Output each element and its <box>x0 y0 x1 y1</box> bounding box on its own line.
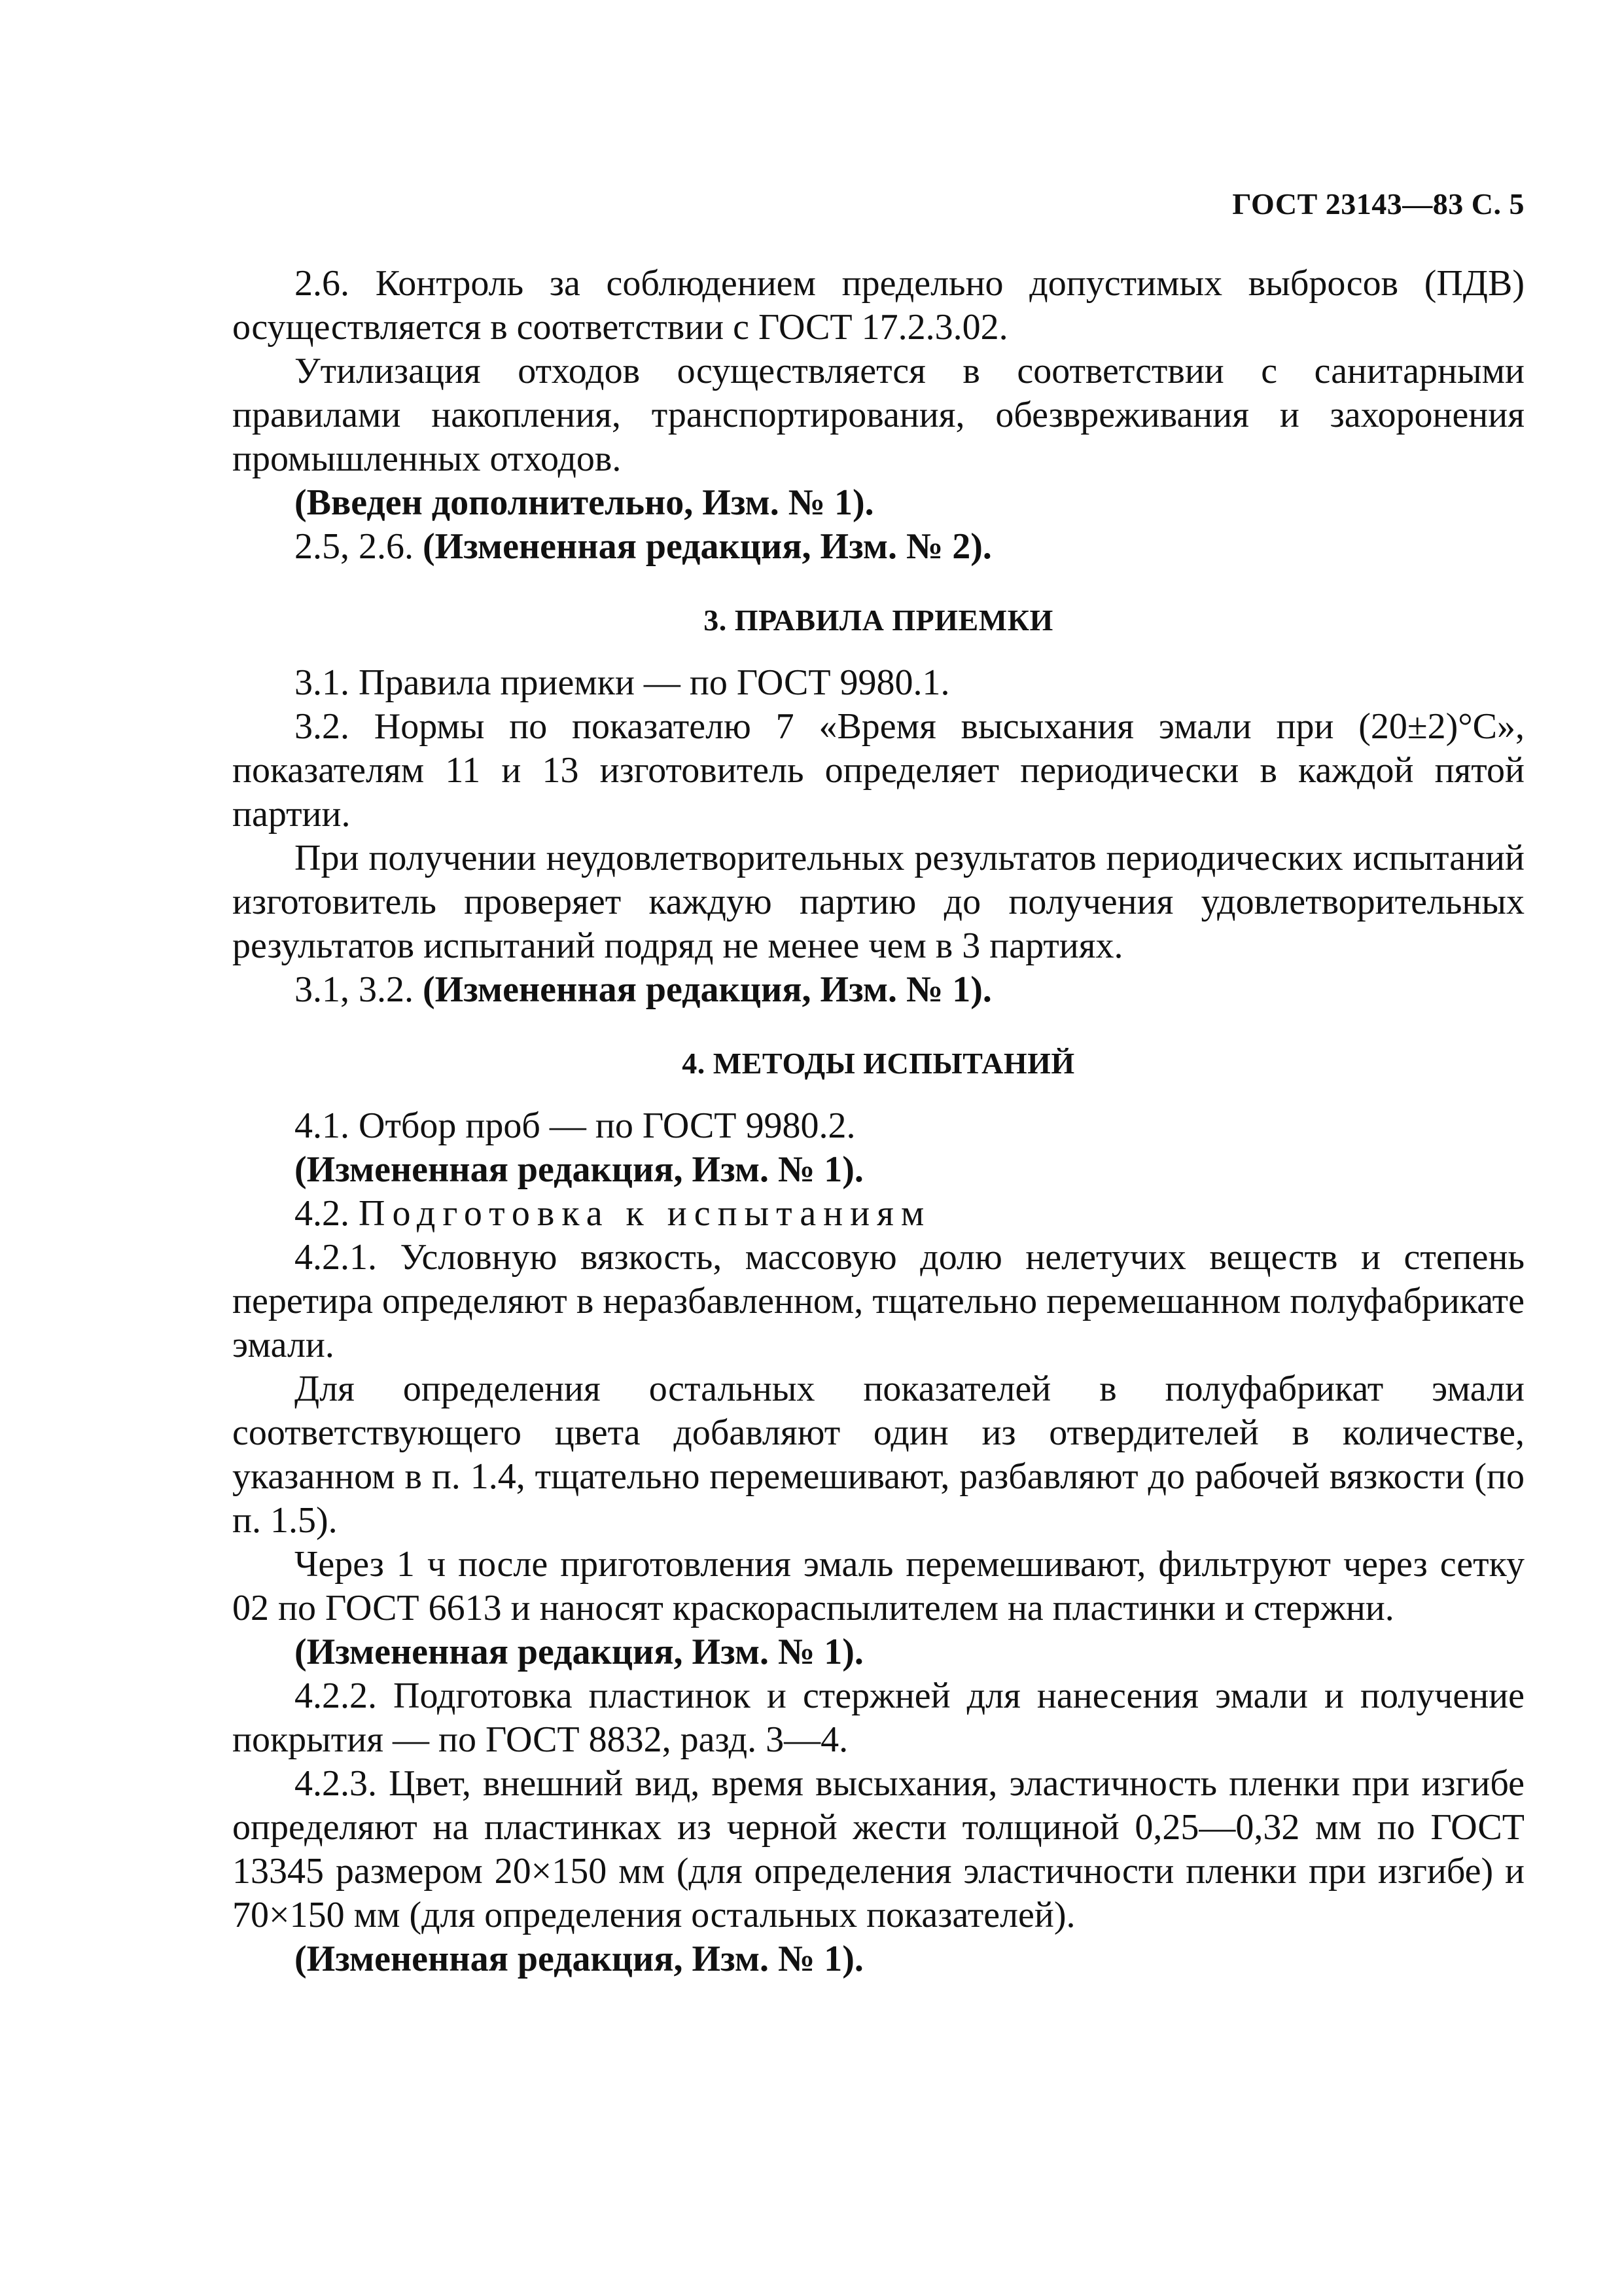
amendment-line <box>232 525 1525 569</box>
paragraph-4-2-title: Подготовка к испытаниям <box>359 1193 932 1234</box>
paragraph-3-1: 3.1. Правила приемки — по ГОСТ 9980.1. <box>294 662 950 703</box>
paragraph-4-2-heading <box>232 1192 1525 1236</box>
amendment-note: (Измененная редакция, Изм. № 2). <box>423 526 992 567</box>
paragraph-4-2-1: 4.2.1. Условную вязкость, массовую долю нелетучих веществ и степень перетира определяют в неразбавленном, тщательно перемешанном полуфабрикате эмали. <box>232 1237 1525 1365</box>
paragraph-4-2-number: 4.2. <box>294 1193 349 1234</box>
paragraph-4-1: 4.1. Отбор проб — по ГОСТ 9980.2. <box>294 1105 856 1146</box>
paragraph-4-2-1-b: Для определения остальных показателей в полуфабрикат эмали соответствующего цвета добавляют один из отвердителей в количестве, указанном в п. 1.4, тщательно перемешивают, разбавляют до рабочей вязкости (по п. 1.5). <box>232 1369 1525 1541</box>
section-4-title: 4. МЕТОДЫ ИСПЫТАНИЙ <box>682 1047 1075 1080</box>
amendment-prefix: 3.1, 3.2. <box>294 969 414 1010</box>
amendment-note: (Измененная редакция, Изм. № 1). <box>294 1149 864 1190</box>
section-3-title: 3. ПРАВИЛА ПРИЕМКИ <box>703 603 1053 637</box>
paragraph-4-2-3: 4.2.3. Цвет, внешний вид, время высыхания, эластичность пленки при изгибе определяют на пластинках из черной жести толщиной 0,25—0,32 мм по ГОСТ 13345 размером 20×150 мм (для определения эластичности пленки при изгибе) и 70×150 мм (для определения остальных показателей). <box>232 1763 1525 1935</box>
paragraph-4-2-1-c: Через 1 ч после приготовления эмаль перемешивают, фильтруют через сетку 02 по ГОСТ 6613 и наносят краскораспылителем на пластинки и стержни. <box>232 1544 1525 1628</box>
paragraph-3-2-b: При получении неудовлетворительных результатов периодических испытаний изготовитель проверяет каждую партию до получения удовлетворительных результатов испытаний подряд не менее чем в 3 партиях. <box>232 838 1525 966</box>
amendment-note: (Измененная редакция, Изм. № 1). <box>294 1632 864 1672</box>
document-page <box>232 187 1525 1981</box>
page-header: ГОСТ 23143—83 С. 5 <box>1232 187 1525 221</box>
amendment-note: (Измененная редакция, Изм. № 1). <box>423 969 992 1010</box>
amendment-note: (Измененная редакция, Изм. № 1). <box>294 1939 864 1979</box>
amendment-note: (Введен дополнительно, Изм. № 1). <box>294 482 874 523</box>
paragraph-2-6-waste: Утилизация отходов осуществляется в соответствии с санитарными правилами накопления, транспортирования, обезвреживания и захоронения промышленных отходов. <box>232 351 1525 479</box>
amendment-line <box>232 968 1525 1012</box>
paragraph-3-2: 3.2. Нормы по показателю 7 «Время высыхания эмали при (20±2)°С», показателям 11 и 13 изготовитель определяет периодически в каждой пятой партии. <box>232 706 1525 834</box>
paragraph-4-2-2: 4.2.2. Подготовка пластинок и стержней для нанесения эмали и получение покрытия — по ГОСТ 8832, разд. 3—4. <box>232 1676 1525 1760</box>
amendment-prefix: 2.5, 2.6. <box>294 526 414 567</box>
paragraph-2-6: 2.6. Контроль за соблюдением предельно допустимых выбросов (ПДВ) осуществляется в соответствии с ГОСТ 17.2.3.02. <box>232 263 1525 348</box>
